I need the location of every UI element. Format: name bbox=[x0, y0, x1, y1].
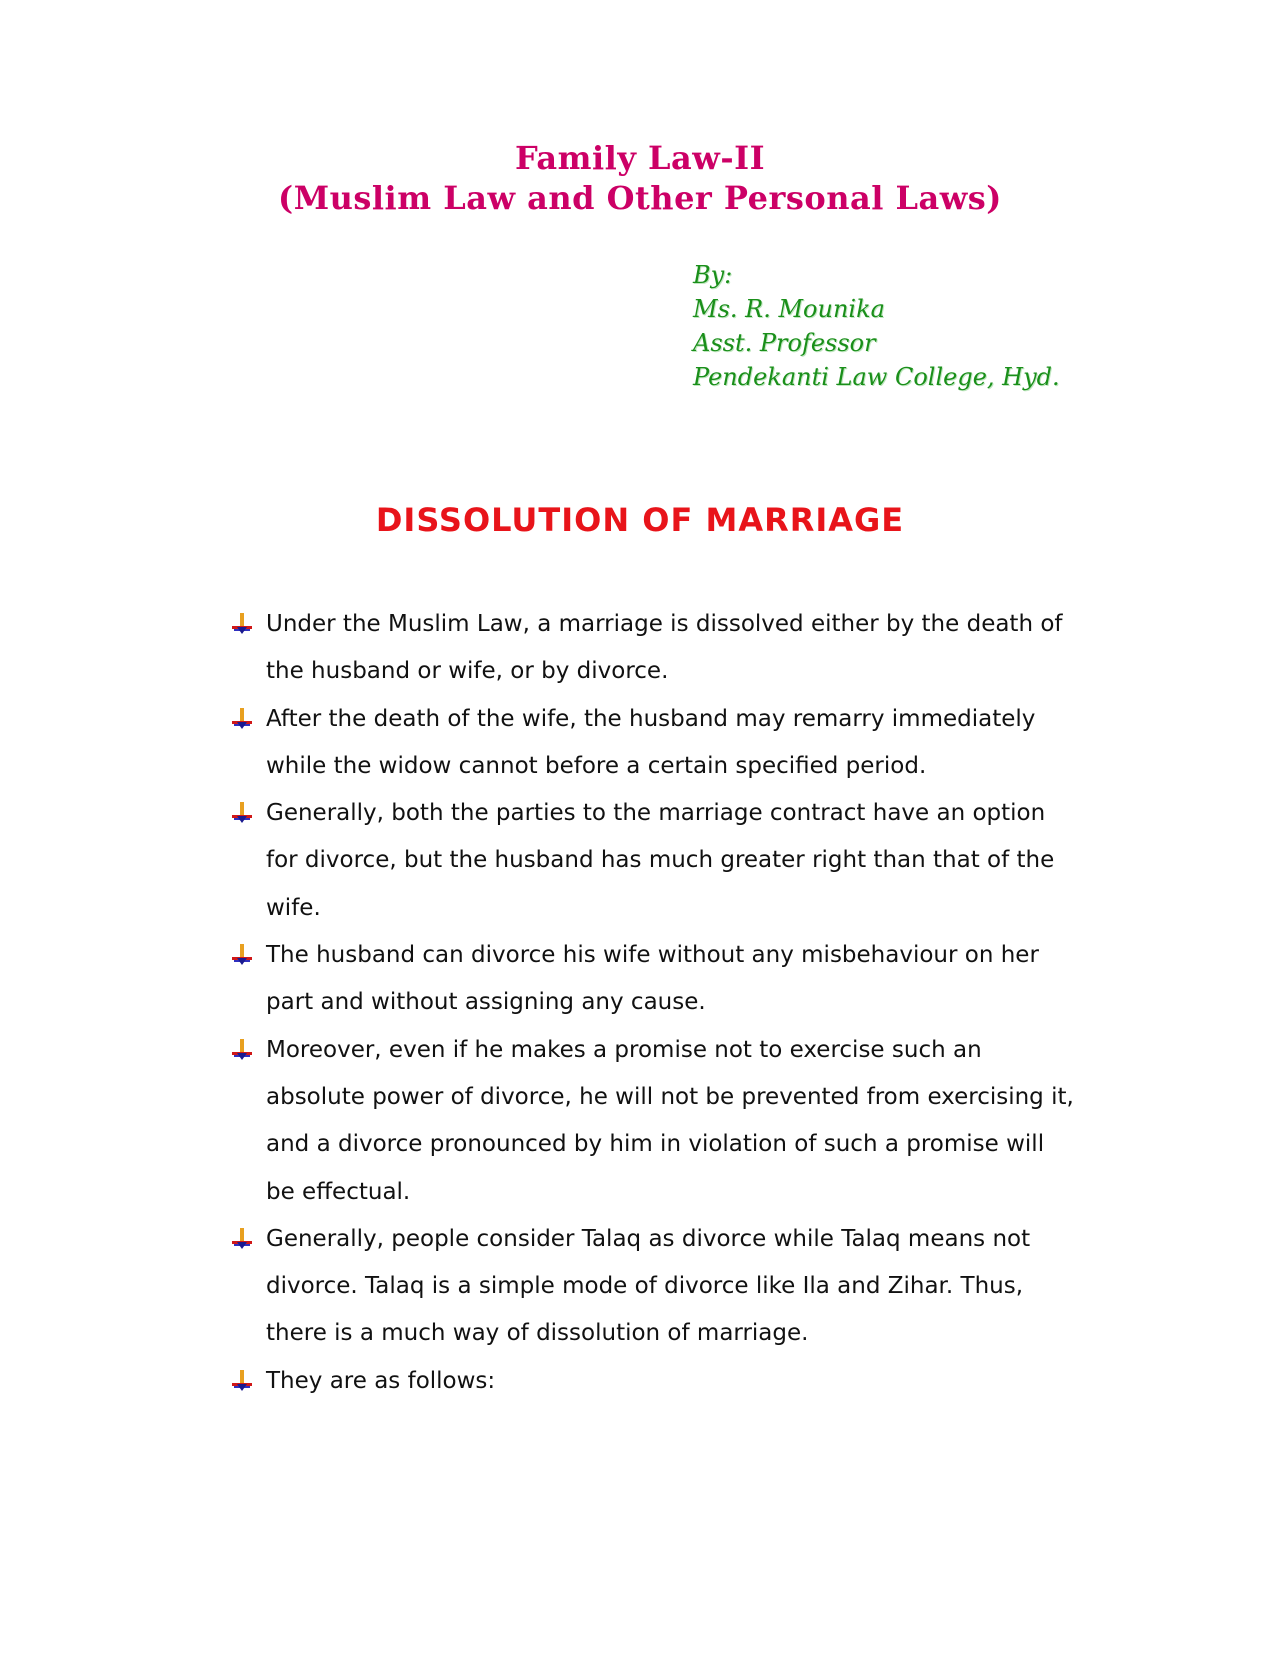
author-by-label: By: bbox=[693, 261, 733, 289]
bullet-text: After the death of the wife, the husband may remarry immediately while the widow cannot before a certain specified period. bbox=[266, 705, 1036, 779]
title-line-1: Family Law-II bbox=[514, 139, 766, 177]
bullet-item bbox=[228, 932, 1078, 1027]
bullet-item bbox=[228, 696, 1078, 791]
section-heading: DISSOLUTION OF MARRIAGE bbox=[375, 501, 905, 539]
author-block bbox=[693, 258, 1060, 394]
title-line-2: (Muslim Law and Other Personal Laws) bbox=[278, 179, 1002, 217]
arrow-down-bullet-icon bbox=[232, 708, 252, 730]
document-title bbox=[0, 138, 1280, 218]
bullet-text: Generally, both the parties to the marriage contract have an option for divorce, but the husband has much greater right than that of the wife. bbox=[266, 800, 1055, 921]
bullet-item bbox=[228, 1216, 1078, 1358]
author-name: Ms. R. Mounika bbox=[693, 295, 885, 323]
bullet-item bbox=[228, 1027, 1078, 1216]
arrow-down-bullet-icon bbox=[232, 613, 252, 635]
bullet-text: They are as follows: bbox=[266, 1367, 496, 1394]
author-designation: Asst. Professor bbox=[693, 329, 876, 357]
arrow-down-bullet-icon bbox=[232, 1370, 252, 1392]
bullet-text: The husband can divorce his wife without any misbehaviour on her part and without assigning any cause. bbox=[266, 942, 1039, 1016]
bullet-text: Under the Muslim Law, a marriage is dissolved either by the death of the husband or wife, or by divorce. bbox=[266, 611, 1063, 685]
arrow-down-bullet-icon bbox=[232, 1039, 252, 1061]
arrow-down-bullet-icon bbox=[232, 1228, 252, 1250]
bullet-text: Moreover, even if he makes a promise not to exercise such an absolute power of divorce, he will not be prevented from exercising it, and a divorce pronounced by him in violation of such a promise will be effectual. bbox=[266, 1036, 1074, 1205]
bullet-text: Generally, people consider Talaq as divorce while Talaq means not divorce. Talaq is a simple mode of divorce like Ila and Zihar. Thus, there is a much way of dissolution of marriage. bbox=[266, 1225, 1031, 1347]
bullet-item bbox=[228, 1358, 1078, 1405]
bullet-list bbox=[228, 601, 1078, 1405]
author-institution: Pendekanti Law College, Hyd. bbox=[693, 363, 1060, 391]
bullet-item bbox=[228, 790, 1078, 932]
bullet-item bbox=[228, 601, 1078, 696]
arrow-down-bullet-icon bbox=[232, 802, 252, 824]
arrow-down-bullet-icon bbox=[232, 944, 252, 966]
